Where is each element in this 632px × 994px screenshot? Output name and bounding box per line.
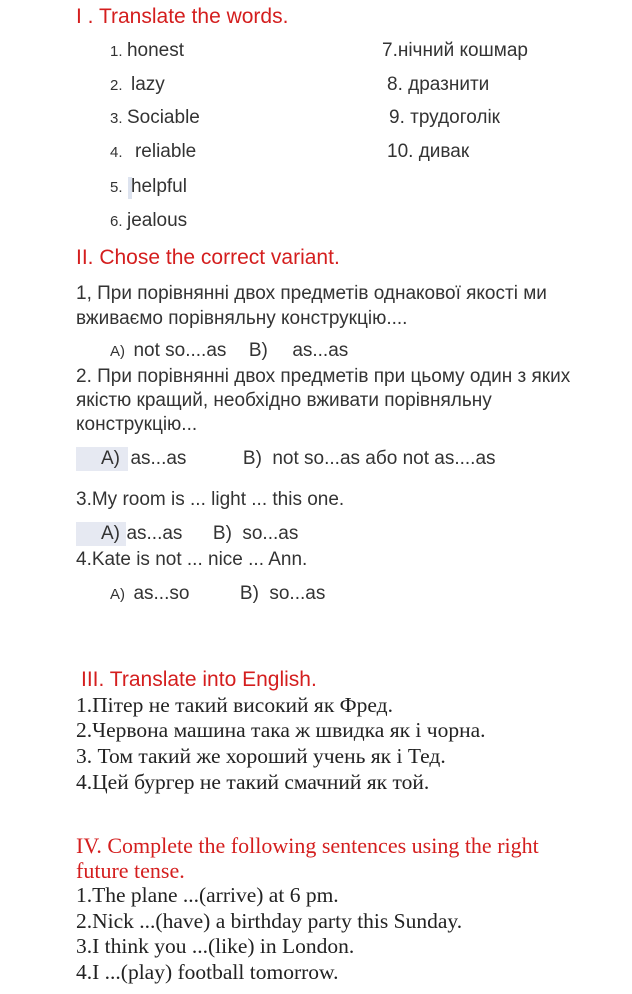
section-3-title: III. Translate into English. — [81, 668, 317, 691]
translate-line-2: 2.Червона машина така ж швидка як і чорна. — [76, 718, 486, 742]
translate-line-3: 3. Том такий же хороший учень як і Тед. — [76, 744, 446, 768]
question-2-line-1: 2. При порівнянні двох предметів при цьому один з яких — [76, 366, 571, 387]
list-item: 5. helpful — [110, 176, 187, 197]
list-item: 1. honest — [110, 40, 185, 61]
question-2-options: A) as...as B) not so...as або not as....as — [101, 448, 496, 469]
sentence-line-3: 3.I think you ...(like) in London. — [76, 934, 355, 958]
list-item: 2. lazy — [110, 74, 165, 95]
list-item: 9. трудоголік — [389, 107, 500, 128]
question-4-options: A) as...so B) so...as — [110, 583, 326, 604]
section-4-title-line-1: IV. Complete the following sentences using the right — [76, 833, 539, 858]
list-item: 6. jealous — [110, 210, 188, 231]
question-4: 4.Kate is not ... nice ... Ann. — [76, 549, 308, 570]
question-2-line-3: конструкцію... — [76, 414, 198, 435]
list-item: 3. Sociable — [110, 107, 200, 128]
section-1-title: I . Translate the words. — [76, 5, 289, 28]
list-item: 10. дивак — [387, 141, 470, 162]
translate-line-4: 4.Цей бургер не такий смачний як той. — [76, 770, 430, 794]
sentence-line-1: 1.The plane ...(arrive) at 6 pm. — [76, 883, 339, 907]
sentence-line-2: 2.Nick ...(have) a birthday party this Sunday. — [76, 909, 463, 933]
list-item: 4. reliable — [110, 141, 197, 162]
question-3-options: A) as...as B) so...as — [101, 523, 299, 544]
question-1-line-2: вживаємо порівняльну конструкцію.... — [76, 308, 408, 329]
list-item: 7.нічний кошмар — [382, 40, 528, 61]
question-1-options: A) not so....as B) as...as — [110, 340, 349, 361]
section-4-title-line-2: future tense. — [76, 858, 185, 883]
question-3: 3.My room is ... light ... this one. — [76, 489, 345, 510]
translate-line-1: 1.Пітер не такий високий як Фред. — [76, 693, 393, 717]
sentence-line-4: 4.I ...(play) football tomorrow. — [76, 960, 339, 984]
question-1-line-1: 1, При порівнянні двох предметів однакової якості ми — [76, 283, 547, 304]
section-2-title: II. Chose the correct variant. — [76, 246, 340, 269]
list-item: 8. дразнити — [387, 74, 490, 95]
question-2-line-2: якістю кращий, необхідно вживати порівняльну — [76, 390, 492, 411]
